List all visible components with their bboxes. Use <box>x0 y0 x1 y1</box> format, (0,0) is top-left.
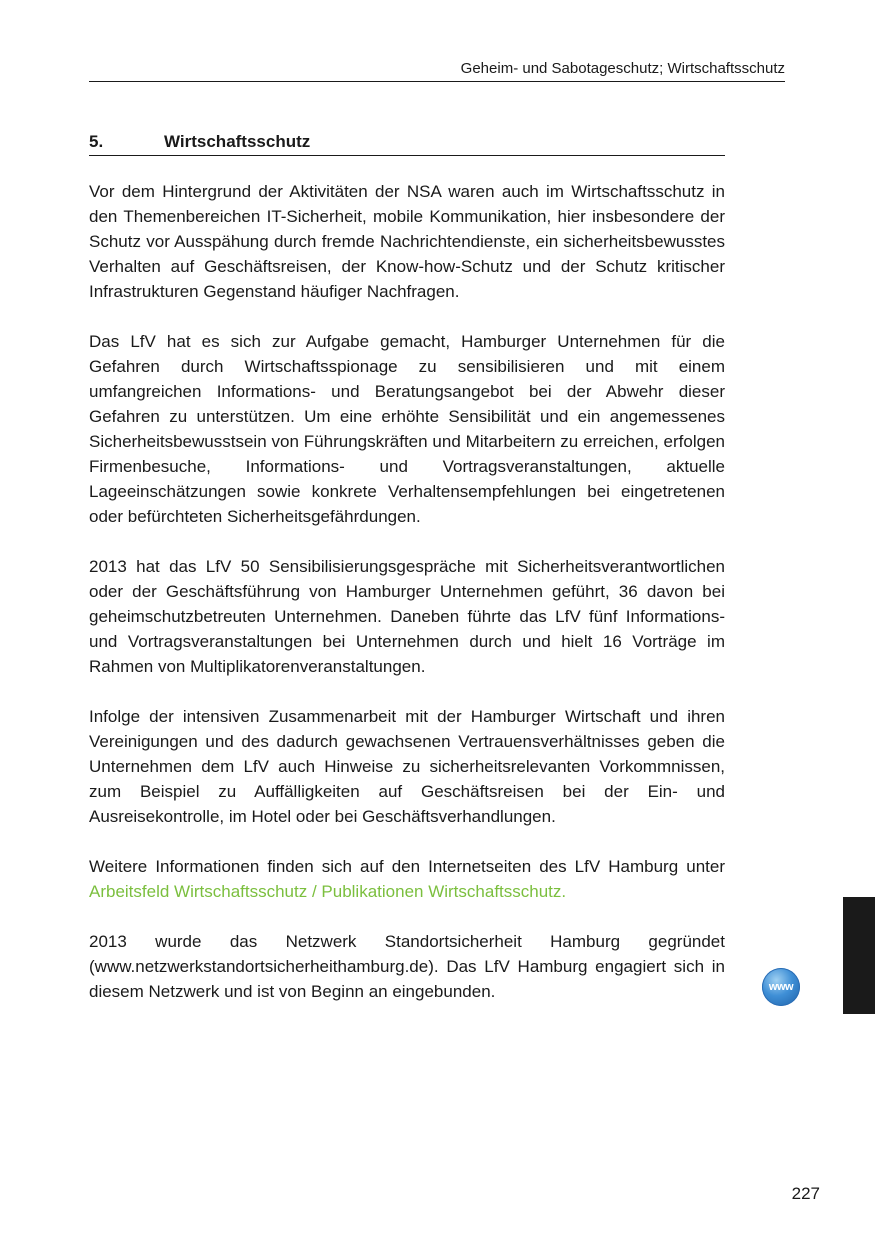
further-info-lead: Weitere Informationen finden sich auf den Internetseiten des LfV Hamburg unter <box>89 857 725 876</box>
wirtschaftsschutz-link[interactable]: Arbeitsfeld Wirtschaftsschutz / Publikationen Wirtschaftsschutz. <box>89 882 567 901</box>
paragraph-further-info <box>89 854 725 904</box>
paragraph-statistics-2013: 2013 hat das LfV 50 Sensibilisierungsgespräche mit Sicherheitsverantwortlichen oder der Geschäftsführung von Hamburger Unternehmen geführt, 36 davon bei geheimschutzbetreuten Unternehmen. Daneben führte das LfV fünf Informations- und Vortragsveranstaltungen bei Unternehmen durch und hielt 16 Vorträge im Rahmen von Multiplikatorenveranstaltungen. <box>89 557 725 676</box>
www-badge-label: www <box>768 981 794 993</box>
section-title: Wirtschaftsschutz <box>164 132 311 151</box>
running-header <box>89 59 785 82</box>
paragraph-cooperation: Infolge der intensiven Zusammenarbeit mit der Hamburger Wirtschaft und ihren Vereinigungen und des dadurch gewachsenen Vertrauensverhältnisses geben die Unternehmen dem LfV auch Hinweise zu sicherheitsrelevanten Vorkommnissen, zum Beispiel zu Auffälligkeiten auf Geschäftsreisen bei der Ein- und Ausreisekontrolle, im Hotel oder bei Geschäftsverhandlungen. <box>89 707 725 826</box>
paragraph-lfv-mission: Das LfV hat es sich zur Aufgabe gemacht, Hamburger Unternehmen für die Gefahren durch Wirtschaftsspionage zu sensibilisieren und mit einem umfangreichen Informations- und Beratungsangebot bei der Abwehr dieser Gefahren zu unterstützen. Um eine erhöhte Sensibilität und ein angemessenes Sicherheitsbewusstsein von Führungskräften und Mitarbeitern zu erreichen, erfolgen Firmenbesuche, Informations- und Vortragsveranstaltungen, aktuelle Lageeinschätzungen sowie konkrete Verhaltensempfehlungen bei eingetretenen oder befürchteten Sicherheitsgefährdungen. <box>89 332 725 526</box>
section-heading <box>89 131 725 156</box>
chapter-edge-tab <box>843 897 875 1014</box>
running-header-title: Geheim- und Sabotageschutz; Wirtschaftsschutz <box>460 60 785 77</box>
page-number: 227 <box>791 1184 820 1203</box>
body-text <box>89 179 725 1029</box>
www-globe-icon[interactable] <box>762 968 800 1006</box>
paragraph-netzwerk: 2013 wurde das Netzwerk Standortsicherheit Hamburg gegründet (www.netzwerkstandortsicherheithamburg.de). Das LfV Hamburg engagiert sich in diesem Netzwerk und ist von Beginn an eingebunden. <box>89 932 725 1001</box>
paragraph-nsa-context: Vor dem Hintergrund der Aktivitäten der NSA waren auch im Wirtschaftsschutz in den Themenbereichen IT-Sicherheit, mobile Kommunikation, hier insbesondere der Schutz vor Ausspähung durch fremde Nachrichtendienste, ein sicherheitsbewusstes Verhalten auf Geschäftsreisen, der Know-how-Schutz und der Schutz kritischer Infrastrukturen Gegenstand häufiger Nachfragen. <box>89 182 725 301</box>
section-number: 5. <box>89 132 104 151</box>
